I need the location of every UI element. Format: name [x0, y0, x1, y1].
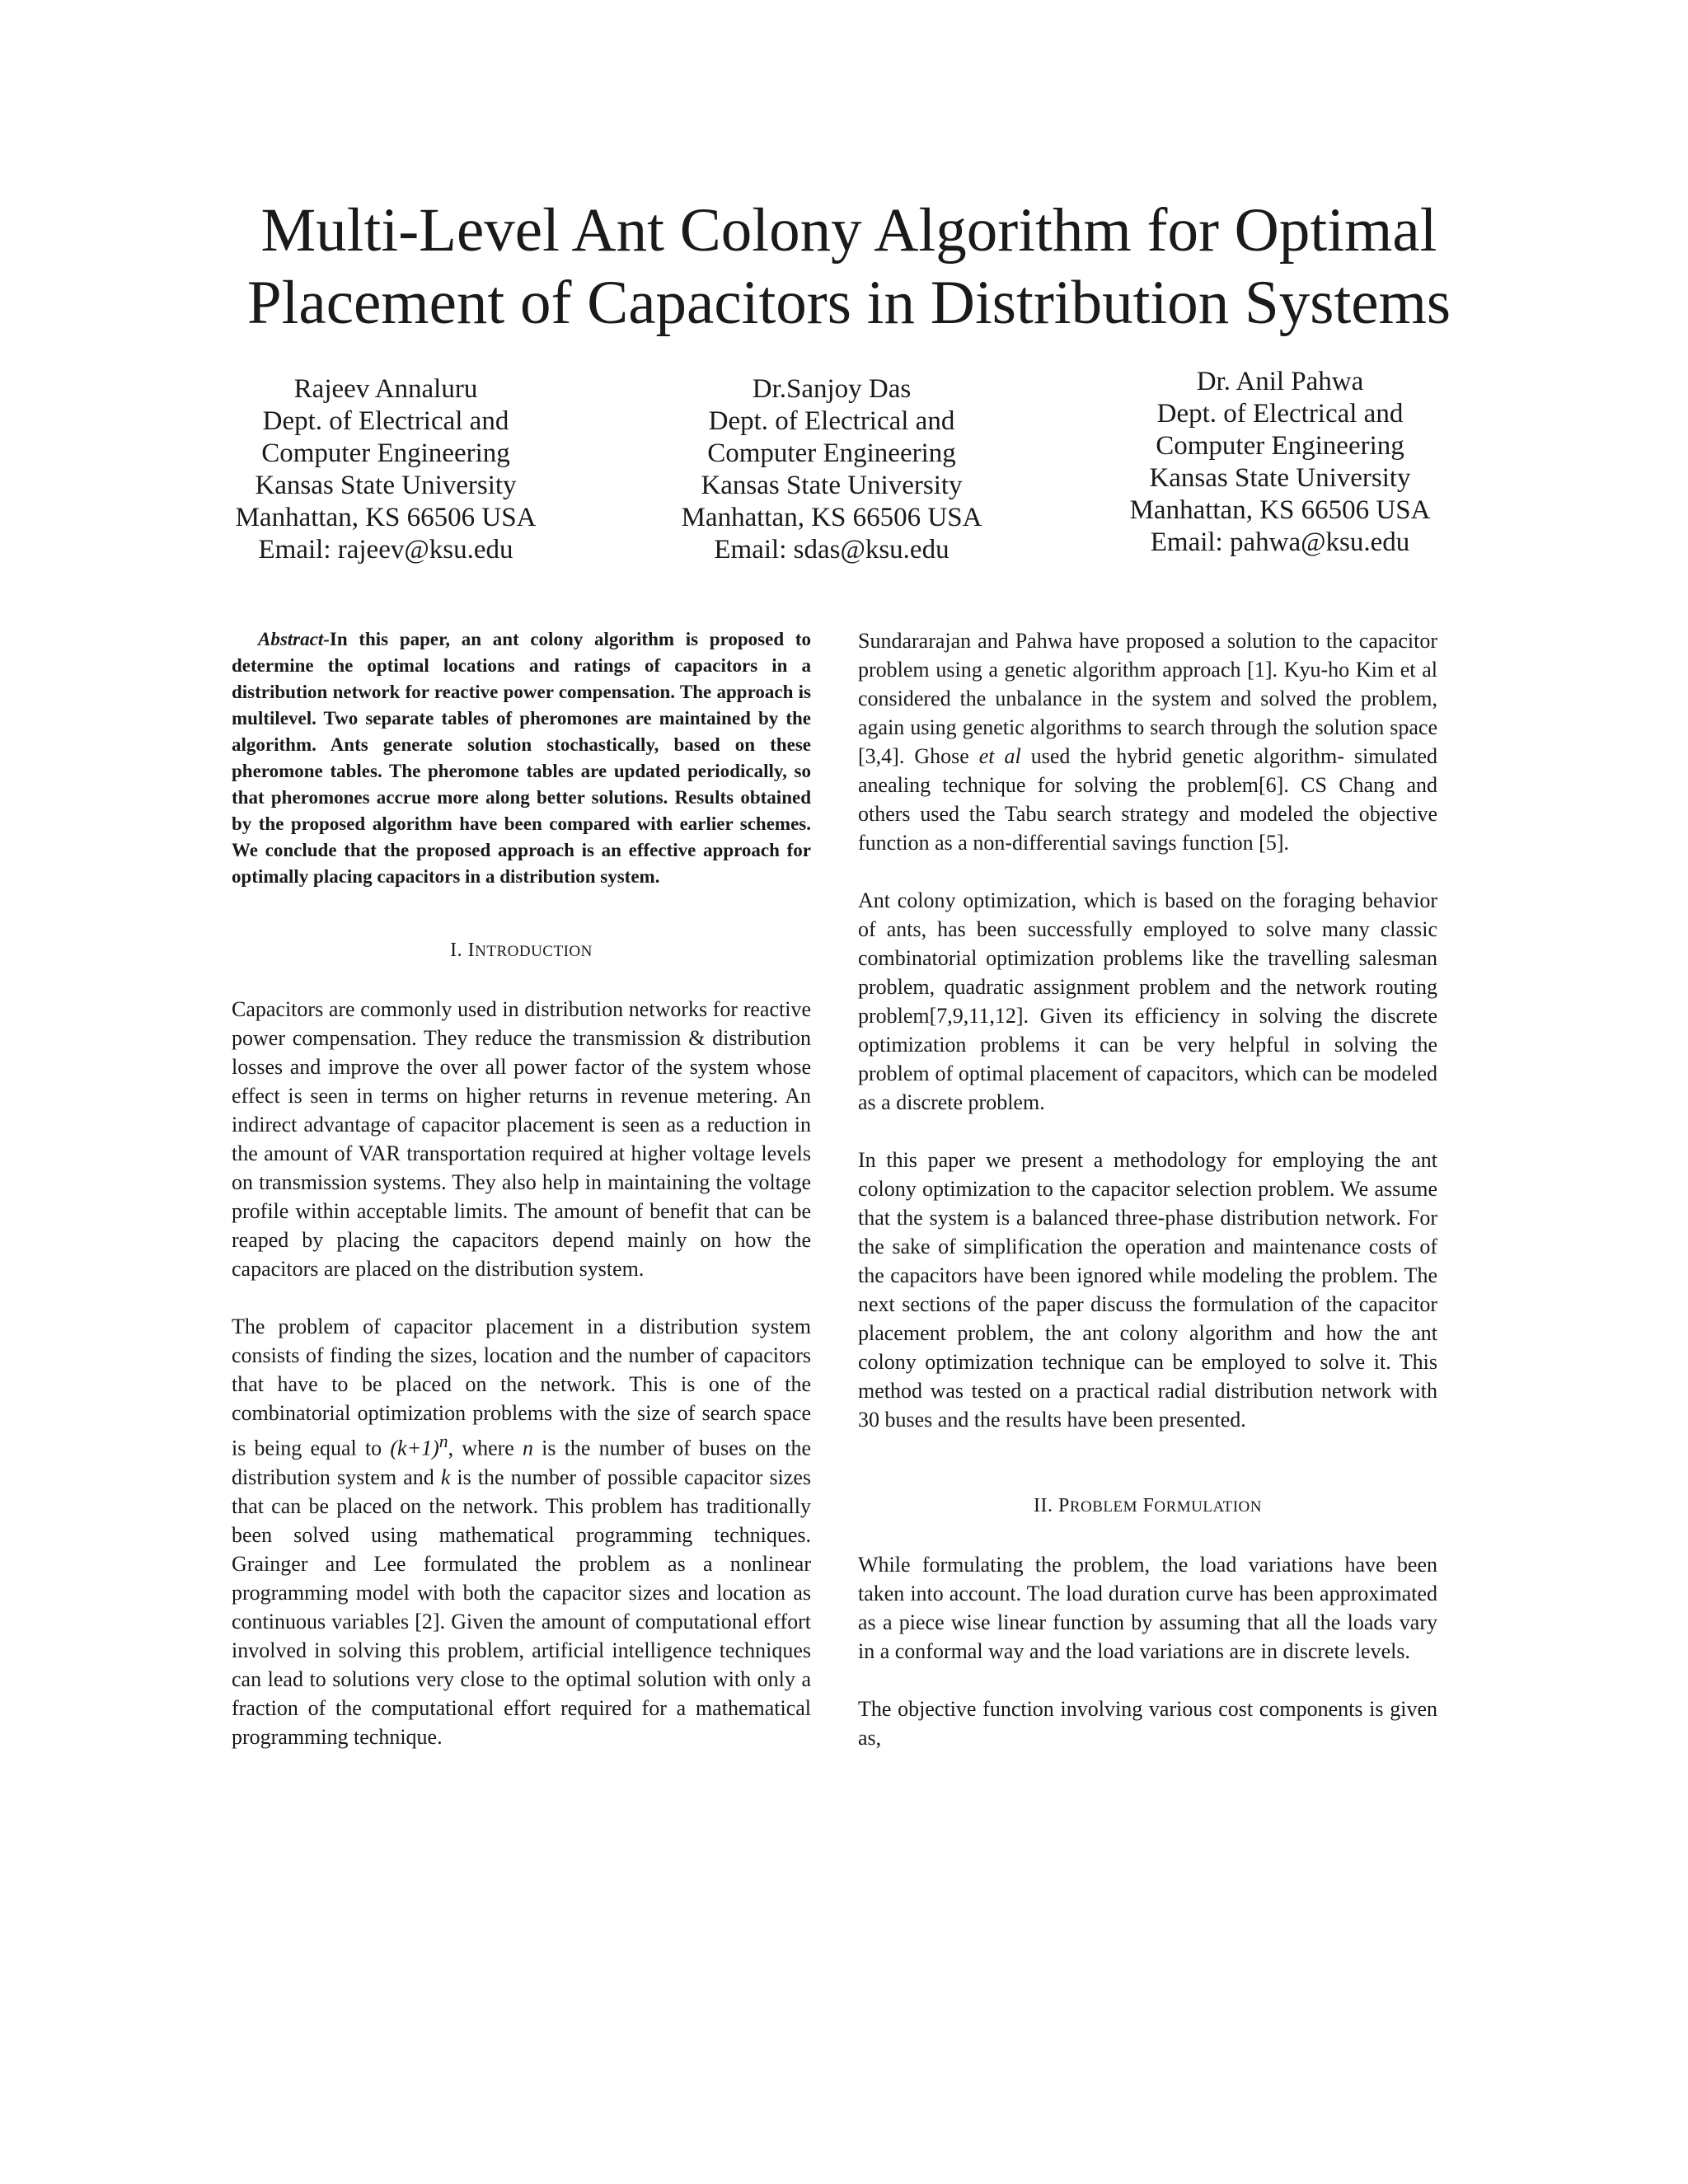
- intro-paragraph-3: Sundararajan and Pahwa have proposed a solution to the capacitor problem using a genetic algorithm approach [1]. Kyu-ho Kim et al considered the unbalance in the system and solved the problem, again using genetic algorithms to search through the solution space [3,4]. Ghose et al used the hybrid genetic algorithm- simulated anealing technique for solving the problem[6]. CS Chang and others used the Tabu search strategy and modeled the objective function as a non-differential savings function [5].: [858, 629, 1437, 855]
- abstract: [232, 626, 811, 890]
- author-email: Email: sdas@ksu.edu: [714, 535, 950, 565]
- formulation-paragraph-2: The objective function involving various cost components is given as,: [858, 1697, 1437, 1750]
- intro-paragraph-5: In this paper we present a methodology for employing the ant colony optimization to the capacitor selection problem. We assume that the system is a balanced three-phase distribution network. For the sake of simplification the operation and maintenance costs of the capacitors have been ignored while modeling the problem. The next sections of the paper discuss the formulation of the capacitor placement problem, the ant colony algorithm and how the ant colony optimization technique can be employed to solve it. This method was tested on a practical radial distribution network with 30 buses and the results have been presented.: [858, 1148, 1437, 1432]
- author-block-2: [642, 373, 1021, 566]
- intro-paragraph-2: The problem of capacitor placement in a distribution system consists of finding the sizes, location and the number of capacitors that have to be placed on the network. This is one of the combinatorial optimization problems with the size of search space is being equal to $(k+1)^n$, where n is the number of buses on the distribution system and k is the number of possible capacitor sizes that can be placed on the network. This problem has traditionally been solved using mathematical programming techniques. Grainger and Lee formulated the problem as a nonlinear programming model with both the capacitor sizes and location as continuous variables [2]. Given the amount of computational effort involved in solving this problem, artificial intelligence techniques can lead to solutions very close to the optimal solution with only a fraction of the computational effort required for a mathematical programming technique.: [232, 1315, 812, 1749]
- title-line-1: Multi-Level Ant Colony Algorithm for Optimal: [260, 196, 1437, 265]
- author-dept: Dept. of Electrical and: [1156, 399, 1404, 429]
- author-dept: Computer Engineering: [261, 438, 510, 468]
- paper-title: [190, 194, 1508, 340]
- author-email: Email: pahwa@ksu.edu: [1150, 527, 1410, 557]
- abstract-text: In this paper, an ant colony algorithm is proposed to determine the optimal locations and ratings of capacitors in a distribution network for reactive power compensation. The approach is multilevel. Two separate tables of pheromones are maintained by the algorithm. Ants generate solution stochastically, based on these pheromone tables. The pheromone tables are updated periodically, so that pheromones accrue more along better solutions. Results obtained by the proposed algorithm have been compared with earlier schemes. We conclude that the proposed approach is an effective approach for optimally placing capacitors in a distribution system.: [232, 629, 811, 887]
- author-dept: Dept. of Electrical and: [708, 406, 955, 436]
- author-university: Kansas State University: [255, 471, 517, 500]
- section-heading-problem-formulation: II. PROBLEM FORMULATION: [1034, 1495, 1262, 1516]
- author-city: Manhattan, KS 66506 USA: [235, 503, 537, 532]
- author-name: Rajeev Annaluru: [293, 374, 478, 404]
- author-name: Dr.Sanjoy Das: [752, 374, 912, 404]
- left-column: [232, 626, 811, 1751]
- formulation-paragraph-1: While formulating the problem, the load variations have been taken into account. The load duration curve has been approximated as a piece wise linear function by assuming that all the loads vary in a conformal way and the load variations are in discrete levels.: [858, 1553, 1437, 1663]
- author-dept: Computer Engineering: [1156, 431, 1404, 461]
- section-heading-introduction: I. INTRODUCTION: [450, 940, 593, 961]
- author-university: Kansas State University: [701, 471, 963, 500]
- author-city: Manhattan, KS 66506 USA: [681, 503, 982, 532]
- right-column: [858, 626, 1437, 1752]
- author-dept: Computer Engineering: [707, 438, 956, 468]
- author-block-1: [196, 373, 575, 566]
- author-block-3: [1090, 366, 1470, 559]
- intro-paragraph-1: Capacitors are commonly used in distribution networks for reactive power compensation. They reduce the transmission & distribution losses and improve the over all power factor of the system whose effect is seen in terms on higher returns in revenue metering. An indirect advantage of capacitor placement is seen as a reduction in the amount of VAR transportation required at higher voltage levels on transmission systems. They also help in maintaining the voltage profile within acceptable limits. The amount of benefit that can be reaped by placing the capacitors depend mainly on how the capacitors are placed on the distribution system.: [232, 997, 811, 1281]
- author-email: Email: rajeev@ksu.edu: [258, 535, 513, 565]
- author-name: Dr. Anil Pahwa: [1196, 367, 1364, 396]
- abstract-label: Abstract-: [258, 629, 330, 649]
- intro-paragraph-4: Ant colony optimization, which is based on the foraging behavior of ants, has been successfully employed to solve many classic combinatorial optimization problems like the travelling salesman problem, quadratic assignment problem and the network routing problem[7,9,11,12]. Given its efficiency in solving the discrete optimization problems it can be very helpful in solving the problem of optimal placement of capacitors, which can be modeled as a discrete problem.: [858, 888, 1437, 1114]
- author-university: Kansas State University: [1149, 463, 1411, 493]
- title-line-2: Placement of Capacitors in Distribution Systems: [246, 269, 1451, 337]
- author-dept: Dept. of Electrical and: [262, 406, 509, 436]
- author-city: Manhattan, KS 66506 USA: [1129, 495, 1431, 525]
